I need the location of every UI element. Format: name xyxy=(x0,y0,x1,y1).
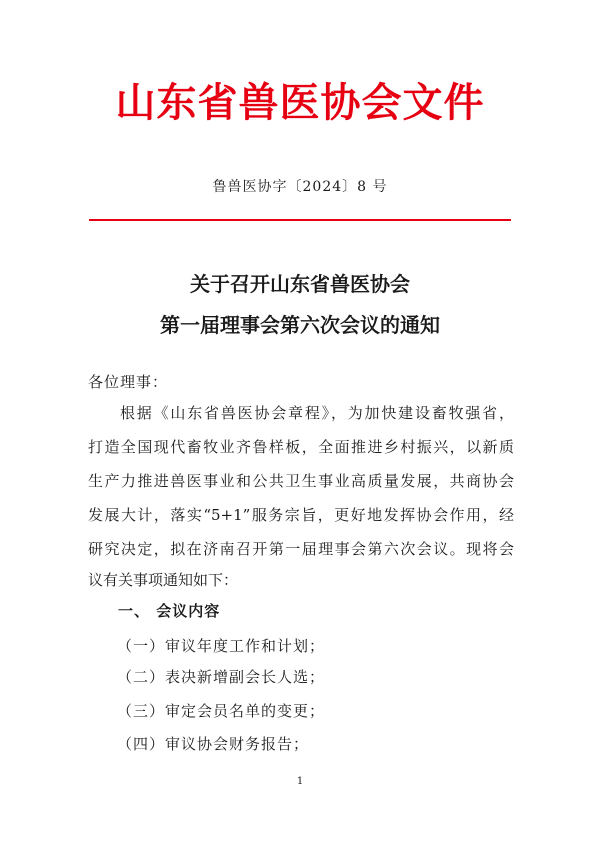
agenda-item: （三）审定会员名单的变更； xyxy=(117,702,326,720)
agenda-item: （四）审议协会财务报告； xyxy=(117,735,310,753)
body-text-line: 根据《山东省兽医协会章程》，为加快建设畜牧强省， xyxy=(120,404,514,422)
page-number: 1 xyxy=(296,776,304,787)
notice-title-line1: 关于召开山东省兽医协会 xyxy=(190,272,410,296)
body-text-line: 发展大计，落实“5+1”服务宗旨，更好地发挥协会作用，经 xyxy=(88,506,514,524)
agenda-item: （二）表决新增副会长人选； xyxy=(117,668,326,686)
body-text-line: 议有关事项通知如下： xyxy=(88,571,239,589)
section-heading: 一、 会议内容 xyxy=(118,602,221,620)
notice-title-line2: 第一届理事会第六次会议的通知 xyxy=(160,313,440,337)
agenda-item: （一）审议年度工作和计划； xyxy=(117,637,326,655)
body-text-line: 打造全国现代畜牧业齐鲁样板，全面推进乡村振兴，以新质 xyxy=(88,438,514,456)
document-number: 鲁兽医协字〔2024〕8 号 xyxy=(212,179,388,195)
document-header-title: 山东省兽医协会文件 xyxy=(115,79,485,126)
body-text-line: 研究决定，拟在济南召开第一届理事会第六次会议。现将会 xyxy=(88,540,514,558)
body-text-line: 生产力推进兽医事业和公共卫生事业高质量发展，共商协会 xyxy=(88,472,514,490)
salutation: 各位理事： xyxy=(88,373,169,391)
header-divider xyxy=(89,219,511,221)
